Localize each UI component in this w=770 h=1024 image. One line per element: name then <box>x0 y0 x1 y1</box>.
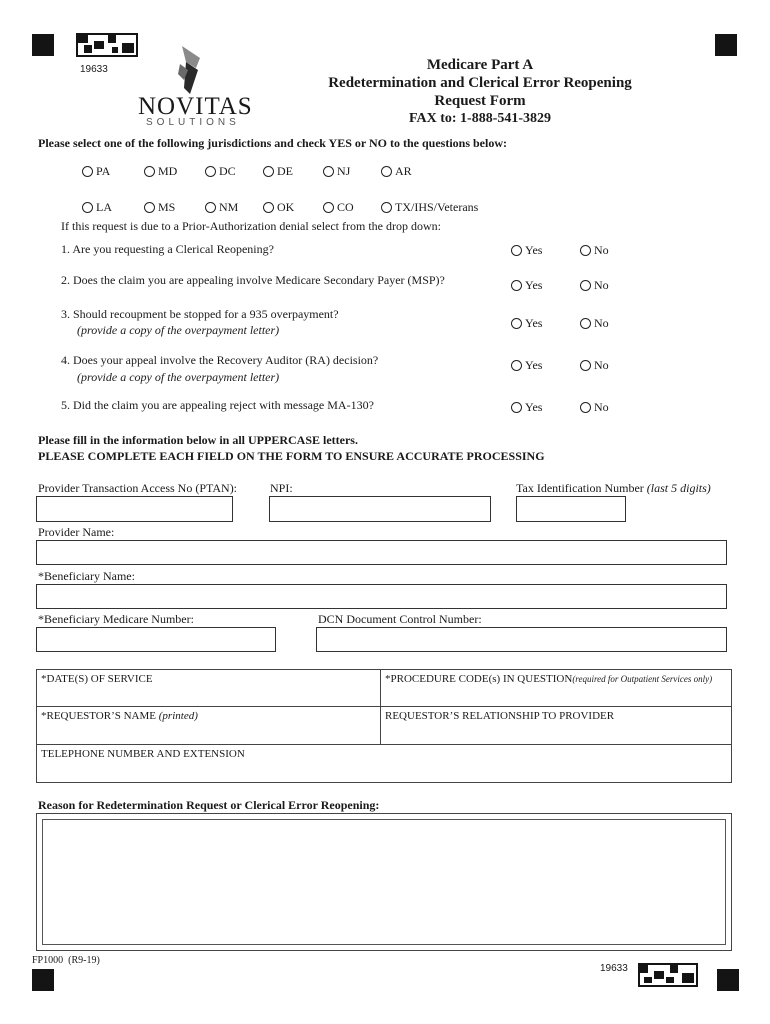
form-title: Medicare Part A Redetermination and Clerical Error Reopening Request Form FAX to: 1-888-541-3829 <box>328 57 632 126</box>
requestor-name-cell[interactable]: *REQUESTOR’S NAME (printed) <box>36 706 381 745</box>
ptan-input[interactable] <box>36 496 233 522</box>
provider-name-input[interactable] <box>36 540 727 565</box>
telephone-cell[interactable]: TELEPHONE NUMBER AND EXTENSION <box>36 744 732 783</box>
tin-label: Tax Identification Number (last 5 digits) <box>516 481 711 495</box>
question-5: 5. Did the claim you are appealing reject with message MA-130? <box>61 398 374 412</box>
registration-mark-bottom-left <box>32 969 54 991</box>
q4-no[interactable]: No <box>580 358 609 373</box>
jurisdiction-prompt: Please select one of the following jurisdictions and check YES or NO to the questions below: <box>38 136 507 150</box>
q5-no[interactable]: No <box>580 400 609 415</box>
form-code-bottom: 19633 <box>600 963 628 974</box>
logo-sub: SOLUTIONS <box>146 117 240 128</box>
registration-mark-bottom-right <box>717 969 739 991</box>
q2-no[interactable]: No <box>580 278 609 293</box>
q1-no[interactable]: No <box>580 243 609 258</box>
beneficiary-number-input[interactable] <box>36 627 276 652</box>
q3-yes[interactable]: Yes <box>511 316 542 331</box>
requestor-relationship-cell[interactable]: REQUESTOR’S RELATIONSHIP TO PROVIDER <box>380 706 732 745</box>
question-1: 1. Are you requesting a Clerical Reopening? <box>61 242 274 256</box>
radio-dc[interactable]: DC <box>205 164 236 179</box>
ptan-label: Provider Transaction Access No (PTAN): <box>38 481 238 495</box>
radio-ms[interactable]: MS <box>144 200 175 215</box>
radio-nj[interactable]: NJ <box>323 164 350 179</box>
dcn-input[interactable] <box>316 627 727 652</box>
barcode-top <box>76 33 138 57</box>
novitas-logo-icon <box>176 44 206 96</box>
radio-ar[interactable]: AR <box>381 164 412 179</box>
instructions-line-1: Please fill in the information below in all UPPERCASE letters. <box>38 433 358 447</box>
radio-md[interactable]: MD <box>144 164 177 179</box>
q4-yes[interactable]: Yes <box>511 358 542 373</box>
barcode-bottom <box>638 963 698 987</box>
form-code-top: 19633 <box>80 64 108 75</box>
instructions-line-2: PLEASE COMPLETE EACH FIELD ON THE FORM TO ENSURE ACCURATE PROCESSING <box>38 449 545 463</box>
procedure-code-cell[interactable]: *PROCEDURE CODE(s) IN QUESTION(required for Outpatient Services only) <box>380 669 732 707</box>
question-3: 3. Should recoupment be stopped for a 935 overpayment? <box>61 307 339 321</box>
registration-mark-top-right <box>715 34 737 56</box>
question-2: 2. Does the claim you are appealing involve Medicare Secondary Payer (MSP)? <box>61 273 445 287</box>
q1-yes[interactable]: Yes <box>511 243 542 258</box>
beneficiary-name-input[interactable] <box>36 584 727 609</box>
radio-co[interactable]: CO <box>323 200 354 215</box>
prior-auth-note: If this request is due to a Prior-Authorization denial select from the drop down: <box>61 219 441 233</box>
q5-yes[interactable]: Yes <box>511 400 542 415</box>
npi-label: NPI: <box>270 481 293 495</box>
tin-input[interactable] <box>516 496 626 522</box>
dcn-label: DCN Document Control Number: <box>318 612 482 626</box>
beneficiary-name-label: *Beneficiary Name: <box>38 569 135 583</box>
radio-tx-ihs-veterans[interactable]: TX/IHS/Veterans <box>381 200 478 215</box>
logo-name: NOVITAS <box>138 93 253 120</box>
footer-form-number: FP1000 (R9-19) <box>32 955 100 966</box>
reason-label: Reason for Redetermination Request or Clerical Error Reopening: <box>38 798 380 812</box>
npi-input[interactable] <box>269 496 491 522</box>
reason-textarea[interactable] <box>42 819 726 945</box>
radio-nm[interactable]: NM <box>205 200 238 215</box>
beneficiary-number-label: *Beneficiary Medicare Number: <box>38 612 194 626</box>
radio-pa[interactable]: PA <box>82 164 110 179</box>
question-3-note: (provide a copy of the overpayment letter) <box>77 323 280 337</box>
q3-no[interactable]: No <box>580 316 609 331</box>
provider-name-label: Provider Name: <box>38 525 115 539</box>
radio-la[interactable]: LA <box>82 200 112 215</box>
question-4: 4. Does your appeal involve the Recovery Auditor (RA) decision? <box>61 353 379 367</box>
radio-de[interactable]: DE <box>263 164 293 179</box>
radio-ok[interactable]: OK <box>263 200 294 215</box>
question-4-note: (provide a copy of the overpayment letter) <box>77 370 280 384</box>
dates-of-service-cell[interactable]: *DATE(S) OF SERVICE <box>36 669 381 707</box>
registration-mark-top-left <box>32 34 54 56</box>
q2-yes[interactable]: Yes <box>511 278 542 293</box>
